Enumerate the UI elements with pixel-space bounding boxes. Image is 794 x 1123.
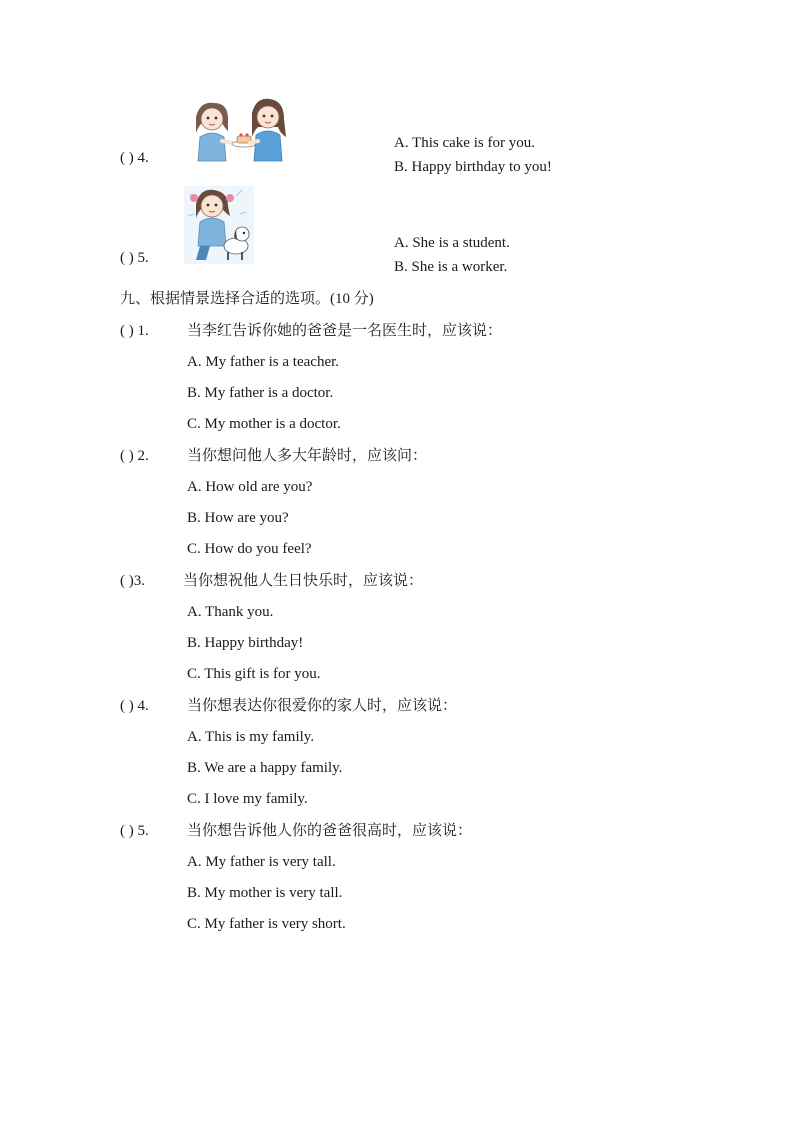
q9-5-bracket[interactable]: ( ) 5. (120, 823, 149, 839)
q9-2-option-a: A. How old are you? (187, 479, 313, 495)
q9-2-option-b: B. How are you? (187, 510, 289, 526)
q9-4-option-b: B. We are a happy family. (187, 760, 343, 776)
q9-1-option-b: B. My father is a doctor. (187, 385, 334, 401)
q9-4-option-a: A. This is my family. (187, 729, 315, 745)
q9-2-option-c: C. How do you feel? (187, 541, 312, 557)
q9-5-option-c: C. My father is very short. (187, 916, 346, 932)
q9-1-option-c: C. My mother is a doctor. (187, 416, 341, 432)
q9-2-prompt: 当你想问他人多大年龄时，应该问： (187, 448, 428, 464)
q9-5-option-b: B. My mother is very tall. (187, 885, 343, 901)
q9-4-prompt: 当你想表达你很爱你的家人时，应该说： (187, 698, 458, 714)
q9-3-bracket[interactable]: ( )3. (120, 573, 145, 589)
q9-4-option-c: C. I love my family. (187, 791, 308, 807)
q9-5-prompt: 当你想告诉他人你的爸爸很高时，应该说： (187, 823, 473, 839)
q9-3-prompt: 当你想祝他人生日快乐时，应该说： (183, 573, 424, 589)
q8-5-option-a: A. She is a student. (394, 235, 510, 251)
q8-5-option-b: B. She is a worker. (394, 259, 508, 275)
q9-3-option-c: C. This gift is for you. (187, 666, 321, 682)
q8-5-bracket[interactable]: ( ) 5. (120, 250, 149, 266)
q9-1-prompt: 当李红告诉你她的爸爸是一名医生时，应该说： (187, 323, 503, 339)
section-nine-heading: 九、根据情景选择合适的选项。(10 分) (120, 291, 374, 307)
q9-2-bracket[interactable]: ( ) 2. (120, 448, 149, 464)
girl-giving-cake-illustration (186, 97, 292, 163)
q9-3-option-b: B. Happy birthday! (187, 635, 304, 651)
q9-5-option-a: A. My father is very tall. (187, 854, 336, 870)
q9-3-option-a: A. Thank you. (187, 604, 274, 620)
q9-1-option-a: A. My father is a teacher. (187, 354, 340, 370)
q8-4-bracket[interactable]: ( ) 4. (120, 150, 149, 166)
q9-4-bracket[interactable]: ( ) 4. (120, 698, 149, 714)
q8-4-option-b: B. Happy birthday to you! (394, 159, 552, 175)
q9-1-bracket[interactable]: ( ) 1. (120, 323, 149, 339)
q8-4-option-a: A. This cake is for you. (394, 135, 535, 151)
girl-with-dog-illustration (184, 186, 254, 264)
